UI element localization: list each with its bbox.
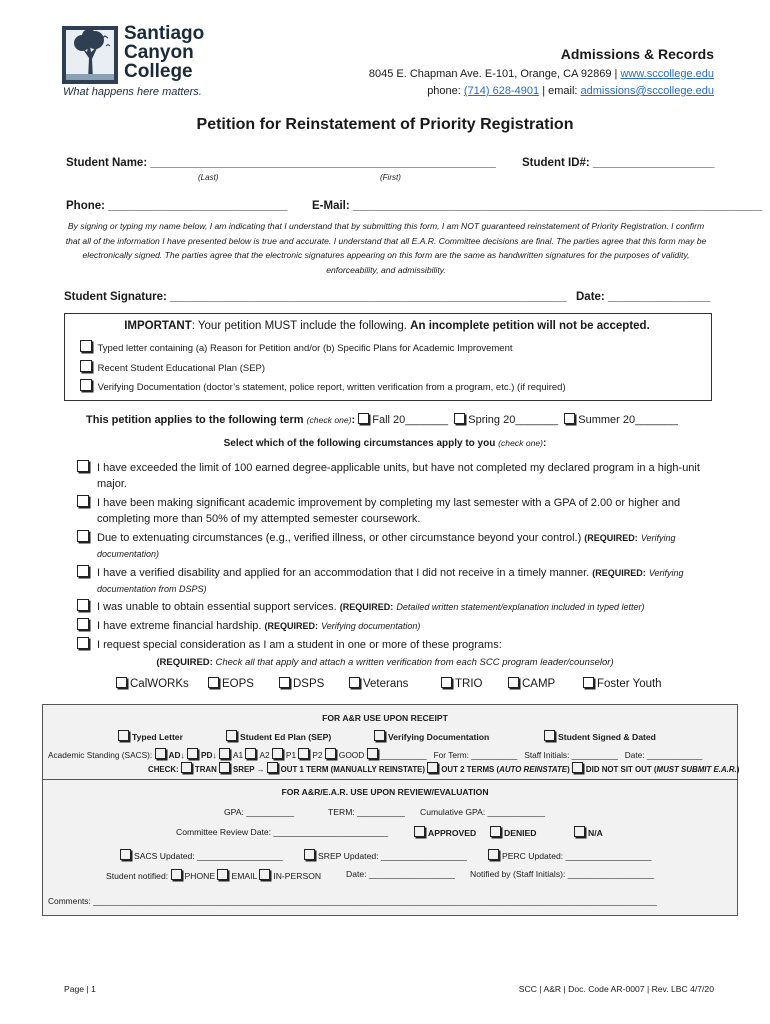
standing-p2: P2 — [312, 750, 323, 760]
requirement-text: Typed letter containing (a) Reason for Petition and/or (b) Specific Plans for Academic Improvement — [97, 343, 513, 354]
perc-updated — [488, 849, 652, 861]
circumstance-text: I have extreme financial hardship. — [97, 620, 262, 632]
na-label: N/A — [588, 828, 603, 838]
checkbox-icon[interactable] — [80, 340, 92, 352]
checkbox-icon[interactable] — [208, 677, 219, 688]
signature-date-field[interactable]: Date: ________________ — [576, 291, 711, 303]
email-label: | email: — [542, 85, 578, 97]
checkbox-icon[interactable] — [267, 762, 278, 773]
student-id-field[interactable]: Student ID#: ___________________ — [522, 157, 715, 169]
checkbox-icon[interactable] — [219, 748, 230, 759]
academic-standing-row — [48, 748, 702, 760]
term-summer: Summer 20_______ — [578, 414, 678, 426]
program-label: Veterans — [363, 678, 409, 690]
required-label: (REQUIRED: — [264, 621, 319, 631]
circumstances-colon: : — [543, 438, 547, 449]
phone-label: phone: — [427, 85, 461, 97]
email-field[interactable]: E-Mail: ________________________________________________________________ — [312, 200, 763, 212]
requirement-text: Verifying Documentation (doctor’s statement, police report, written verification from a program, etc.) (if required) — [97, 382, 566, 393]
decision-na — [574, 826, 603, 838]
checkbox-icon[interactable] — [80, 360, 92, 372]
gpa-field[interactable]: GPA: __________ — [224, 807, 295, 817]
checkbox-icon[interactable] — [181, 762, 192, 773]
required-detail: Verifying documentation from DSPS) — [97, 568, 684, 594]
program-label: CalWORKs — [130, 678, 189, 690]
checkbox-icon[interactable] — [572, 762, 583, 773]
checkbox-icon[interactable] — [77, 618, 89, 630]
college-name — [124, 24, 204, 81]
program-calworks — [116, 677, 189, 690]
notified-label: Student notified: — [106, 871, 169, 881]
important-label: IMPORTANT — [124, 320, 192, 332]
requirement-item-2 — [80, 360, 265, 374]
srep-updated-field[interactable]: SREP Updated: __________________ — [318, 851, 467, 861]
checkbox-icon[interactable] — [259, 869, 270, 880]
notified-email: EMAIL — [231, 871, 257, 881]
phone-field[interactable]: Phone: ____________________________ — [66, 200, 288, 212]
perc-updated-field[interactable]: PERC Updated: __________________ — [502, 851, 652, 861]
website-link[interactable]: www.sccollege.edu — [620, 68, 714, 80]
checkbox-icon[interactable] — [120, 849, 131, 860]
decision-approved — [414, 826, 476, 838]
check-row — [148, 762, 739, 774]
standing-date-field[interactable]: Date: ____________ — [624, 750, 703, 760]
program-label: Foster Youth — [597, 678, 662, 690]
student-name-field[interactable]: Student Name: ______________________________________________________ — [66, 157, 496, 169]
term-selection — [86, 413, 678, 426]
page-number: Page | 1 — [64, 984, 96, 994]
college-name-line-2: Canyon — [124, 42, 194, 63]
checkbox-icon[interactable] — [490, 826, 501, 837]
term-spring: Spring 20_______ — [468, 414, 559, 426]
decision-denied — [490, 826, 536, 838]
checkbox-icon[interactable] — [77, 637, 89, 649]
office-divider — [43, 779, 737, 780]
program-label: TRIO — [455, 678, 483, 690]
checkbox-icon[interactable] — [544, 730, 555, 741]
standing-label: Academic Standing (SACS): — [48, 750, 153, 760]
checkbox-icon[interactable] — [374, 730, 385, 741]
notified-date-field[interactable]: Date: __________________ — [346, 869, 455, 879]
standing-p1: P1 — [285, 750, 297, 760]
checkbox-icon[interactable] — [441, 677, 452, 688]
program-label: CAMP — [522, 678, 556, 690]
requirement-text: Recent Student Educational Plan (SEP) — [97, 363, 266, 374]
checkbox-icon[interactable] — [118, 730, 129, 741]
checkbox-icon[interactable] — [427, 762, 438, 773]
standing-pd: PD — [200, 750, 213, 760]
checkbox-icon[interactable] — [219, 762, 230, 773]
approved-label: APPROVED — [428, 828, 477, 838]
checkbox-icon[interactable] — [508, 677, 519, 688]
check-srep: SREP — [233, 765, 255, 774]
college-name-line-3: College — [124, 61, 193, 82]
receipt-typed-letter — [118, 730, 183, 742]
circumstance-item-3 — [77, 530, 727, 562]
checkbox-icon[interactable] — [226, 730, 237, 741]
program-veterans — [349, 677, 408, 690]
college-tagline: What happens here matters. — [63, 86, 202, 98]
term-field[interactable]: TERM: __________ — [328, 807, 405, 817]
program-required-label: (REQUIRED: — [156, 657, 213, 668]
committee-date-field[interactable]: Committee Review Date: ________________________ — [176, 827, 389, 837]
check-did-not-sit-out: DID NOT SIT OUT ( — [585, 765, 657, 774]
receipt-check-label: Verifying Documentation — [388, 732, 490, 742]
requirement-item-3 — [80, 379, 566, 393]
circumstance-text: Due to extenuating circumstances (e.g., verified illness, or other circumstance beyond your control.) — [97, 532, 582, 544]
department-title: Admissions & Records — [560, 46, 714, 62]
form-title: Petition for Reinstatement of Priority Registration — [196, 116, 574, 133]
check-out-1-term: OUT 1 TERM (MANUALLY REINSTATE) — [280, 765, 426, 774]
checkbox-icon[interactable] — [77, 530, 89, 542]
comments-field[interactable]: Comments: _________________________________________________________________________________________________________________________ — [48, 896, 657, 906]
program-camp — [508, 677, 555, 690]
down-arrow-icon: ↓ — [180, 750, 185, 760]
checkbox-icon[interactable] — [155, 748, 166, 759]
receipt-sep — [226, 730, 331, 742]
notified-in-person: IN-PERSON — [273, 871, 322, 881]
required-label: (REQUIRED: — [592, 568, 646, 578]
denied-label: DENIED — [504, 828, 537, 838]
tree-logo-icon — [62, 26, 118, 84]
checkbox-icon[interactable] — [298, 748, 309, 759]
down-arrow-icon: ↓ — [212, 750, 217, 760]
checkbox-icon[interactable] — [217, 869, 228, 880]
checkbox-icon[interactable] — [488, 849, 499, 860]
receipt-check-label: Student Signed & Dated — [558, 732, 656, 742]
required-label: (REQUIRED: — [339, 602, 394, 612]
check-tran: TRAN — [194, 765, 217, 774]
required-detail: Detailed written statement/explanation included in typed letter) — [396, 602, 645, 612]
program-dsps — [279, 677, 324, 690]
first-name-hint: (First) — [380, 173, 401, 182]
right-arrow-icon: → — [256, 765, 265, 774]
circumstance-item-7 — [77, 637, 727, 653]
term-label: This petition applies to the following term — [86, 414, 304, 426]
checkbox-icon[interactable] — [187, 748, 198, 759]
circumstance-item-6 — [77, 618, 727, 634]
checkbox-icon[interactable] — [358, 413, 369, 424]
standing-ad: AD — [168, 750, 181, 760]
check-label: CHECK: — [148, 765, 179, 774]
important-heading — [64, 320, 710, 332]
department-address — [369, 68, 714, 80]
standing-other-field[interactable]: __________ — [380, 750, 427, 760]
circumstance-text: I have a verified disability and applied for an accommodation that I did not receive in a timely manner. — [97, 567, 590, 579]
college-name-line-1: Santiago — [124, 23, 205, 44]
required-detail: Verifying documentation) — [97, 533, 676, 559]
program-label: EOPS — [222, 678, 254, 690]
circumstances-hint: (check one) — [498, 438, 544, 448]
circumstance-item-5 — [77, 599, 727, 615]
checkbox-icon[interactable] — [279, 677, 290, 688]
notified-phone: PHONE — [184, 871, 216, 881]
cumulative-gpa-field[interactable]: Cumulative GPA: ____________ — [420, 807, 546, 817]
receipt-title: FOR A&R USE UPON RECEIPT — [322, 713, 448, 723]
check-out-2-terms-end: ) — [567, 765, 570, 774]
staff-initials-field[interactable]: Staff Initials: __________ — [524, 750, 618, 760]
checkbox-icon[interactable] — [583, 677, 594, 688]
checkbox-icon[interactable] — [574, 826, 585, 837]
checkbox-icon[interactable] — [325, 748, 336, 759]
term-colon: : — [351, 414, 356, 426]
last-name-hint: (Last) — [198, 173, 219, 182]
important-text: : Your petition MUST include the following. — [191, 320, 407, 332]
checkbox-icon[interactable] — [454, 413, 465, 424]
check-did-not-sit-out-end: ) — [736, 765, 740, 774]
phone-link[interactable]: (714) 628-4901 — [463, 85, 540, 97]
checkbox-icon[interactable] — [77, 599, 89, 611]
receipt-check-label: Typed Letter — [132, 732, 183, 742]
college-logo-emblem — [62, 26, 118, 84]
checkbox-icon[interactable] — [77, 565, 89, 577]
program-required-detail: Check all that apply and attach a written verification from each SCC program leader/counselor) — [215, 657, 614, 668]
checkbox-icon[interactable] — [272, 748, 283, 759]
circumstance-item-1 — [77, 460, 727, 492]
checkbox-icon[interactable] — [304, 849, 315, 860]
sacs-updated — [120, 849, 283, 861]
receipt-verifying-doc — [374, 730, 489, 742]
check-out-2-terms-note: AUTO REINSTATE — [499, 765, 568, 774]
program-eops — [208, 677, 254, 690]
checkbox-icon[interactable] — [116, 677, 127, 688]
standing-a2: A2 — [259, 750, 270, 760]
signature-field[interactable]: Student Signature: ______________________________________________________________ — [64, 291, 567, 303]
standing-good: GOOD — [338, 750, 365, 760]
legal-statement: By signing or typing my name below, I am indicating that I understand that by submitting this form, I am NOT guaranteed reinstatement of Priority Registration. I confirm that all of the information I have presented below is true and accurate. I understand that all E.A.R. Committee decisions are final. The parties agree that this form may be electronically signed. The parties agree that the electronic signatures appearing on this form are the same as handwritten signatures for the purposes of validity, enforceability, and admissibility. — [65, 221, 707, 275]
standing-a1: A1 — [232, 750, 244, 760]
important-warning: An incomplete petition will not be accepted. — [410, 320, 650, 332]
email-link[interactable]: admissions@sccollege.edu — [580, 85, 714, 97]
program-requirement-note — [0, 657, 770, 668]
circumstance-item-2 — [77, 495, 727, 527]
circumstance-text: I have been making significant academic improvement by completing my last semester with a GPA of 2.00 or higher and completing more than 50% of my attempted semester coursework. — [97, 497, 681, 525]
term-fall: Fall 20_______ — [372, 414, 449, 426]
contact-line — [427, 85, 714, 97]
checkbox-icon[interactable] — [245, 748, 256, 759]
required-detail: Verifying documentation) — [321, 621, 421, 631]
sacs-updated-field[interactable]: SACS Updated: __________________ — [134, 851, 284, 861]
checkbox-icon[interactable] — [171, 869, 182, 880]
circumstances-heading-text: Select which of the following circumstances apply to you — [223, 438, 496, 449]
address-text: 8045 E. Chapman Ave. E-101, Orange, CA 92869 | — [368, 68, 618, 80]
notified-by-field[interactable]: Notified by (Staff Initials): __________________ — [470, 869, 654, 879]
program-foster-youth — [583, 677, 662, 690]
receipt-signed-dated — [544, 730, 656, 742]
for-term-field[interactable]: For Term: __________ — [433, 750, 518, 760]
requirement-item-1 — [80, 340, 513, 354]
checkbox-icon[interactable] — [367, 748, 378, 759]
checkbox-icon[interactable] — [80, 379, 92, 391]
checkbox-icon[interactable] — [77, 495, 89, 507]
checkbox-icon[interactable] — [414, 826, 425, 837]
student-notified-row — [106, 869, 321, 881]
circumstance-item-4 — [77, 565, 727, 597]
program-label: DSPS — [293, 678, 325, 690]
checkbox-icon[interactable] — [349, 677, 360, 688]
srep-updated — [304, 849, 467, 861]
receipt-check-label: Student Ed Plan (SEP) — [240, 732, 332, 742]
checkbox-icon[interactable] — [77, 460, 89, 472]
term-hint: (check one) — [306, 415, 352, 425]
program-trio — [441, 677, 482, 690]
check-out-2-terms: OUT 2 TERMS ( — [441, 765, 500, 774]
checkbox-icon[interactable] — [564, 413, 575, 424]
circumstance-text: I was unable to obtain essential support services. — [97, 601, 337, 613]
required-label: (REQUIRED: — [584, 533, 638, 543]
circumstance-text: I have exceeded the limit of 100 earned degree-applicable units, but have not completed my declared program in a high-unit major. — [97, 462, 700, 490]
review-title: FOR A&R/E.A.R. USE UPON REVIEW/EVALUATION — [281, 787, 489, 797]
circumstance-text: I request special consideration as I am a student in one or more of these programs: — [97, 639, 502, 651]
document-code: SCC | A&R | Doc. Code AR-0007 | Rev. LBC 4/7/20 — [518, 984, 714, 994]
check-did-not-sit-out-note: MUST SUBMIT E.A.R. — [656, 765, 737, 774]
circumstances-heading — [0, 438, 770, 449]
